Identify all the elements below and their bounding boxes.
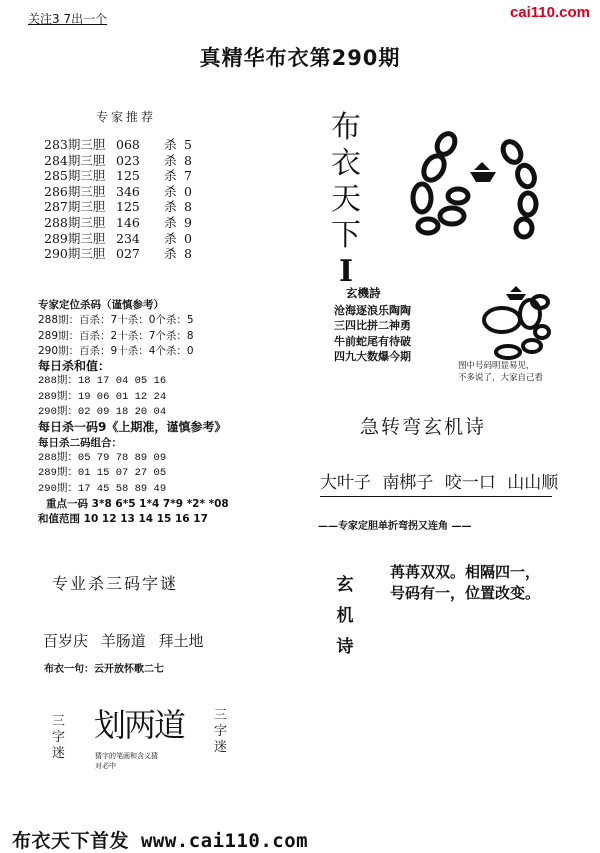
expert-period: 283期三胆 [44, 137, 106, 152]
big-riddle-hint [95, 751, 158, 771]
picture-note [458, 360, 543, 384]
vertical-title [328, 110, 364, 290]
label-char: 字 [214, 724, 228, 739]
expert-kill-label: 杀 [164, 214, 177, 230]
expert-kill-label: 杀 [164, 230, 177, 246]
two-code-kill-row: 288期：05 79 78 89 09 [38, 451, 167, 464]
expert-kill: 8 [184, 246, 192, 262]
one-code-kill-heading: 每日杀一码9《上期准，谨慎参考》 [38, 420, 227, 435]
label-char: 迷 [214, 740, 228, 755]
expert-nums: 068 [116, 137, 140, 152]
two-code-kill-row: 289期：01 15 07 27 05 [38, 467, 167, 480]
three-char-label-right [214, 708, 228, 756]
vertical-title-char: 天 [331, 182, 361, 217]
picture-note-line: 不多说了，大家自己看 [458, 373, 544, 383]
label-char: 三 [52, 714, 66, 729]
expert-period: 288期三胆 [44, 214, 106, 230]
three-char-label-left [52, 714, 66, 762]
key-one-code: 重点一码 3*8 6*5 1*4 7*9 *2* *08 [46, 497, 229, 510]
expert-kill-label: 杀 [164, 183, 177, 199]
sum-range: 和值范围 10 12 13 14 15 16 17 [38, 513, 208, 526]
expert-nums: 234 [116, 230, 140, 246]
poem-lines [334, 303, 411, 365]
expert-row [44, 231, 192, 247]
expert-kill: 5 [184, 137, 192, 152]
expert-row [44, 168, 192, 184]
expert-kill-label: 杀 [164, 199, 177, 215]
sum-kill-row: 289期：19 06 01 12 24 [38, 390, 167, 403]
hint-line: 猜字的笔画和含义猜 [95, 752, 158, 760]
position-kill-row: 290期：百杀：9十杀：4个杀：0 [38, 344, 194, 357]
poem-line: 沧海逐浪乐陶陶 [334, 304, 411, 317]
vertical-title-char: I [338, 254, 354, 289]
two-code-kill-heading: 每日杀二码组合： [38, 436, 122, 449]
expert-row [44, 137, 192, 153]
daily-kill-block [38, 298, 229, 527]
expert-row [44, 199, 192, 215]
expert-kill: 0 [184, 230, 192, 246]
footer-banner: 布衣天下首发 www.cai110.com [12, 830, 309, 852]
expert-kill: 0 [184, 183, 192, 199]
expert-nums: 146 [116, 214, 140, 230]
expert-nums: 027 [116, 246, 140, 262]
label-char: 字 [52, 730, 66, 745]
expert-period: 289期三胆 [44, 230, 106, 246]
chain-number-picture [474, 284, 570, 370]
expert-section-title: 专家推荐 [96, 110, 157, 124]
expert-period: 285期三胆 [44, 168, 106, 184]
xuanji-poem [390, 562, 540, 604]
focus-note: 关注3 7出一个 [28, 12, 108, 26]
kill3-words: 百岁庆 羊肠道 拜土地 [43, 632, 204, 650]
poem-line: 牛前蛇尾有待破 [334, 334, 411, 348]
riddle-underline [320, 496, 552, 497]
vertical-title-char: 下 [331, 218, 361, 253]
expert-period: 286期三胆 [44, 183, 106, 199]
expert-kill: 9 [184, 214, 192, 230]
expert-nums: 125 [116, 199, 140, 215]
position-kill-row: 288期：百杀：7十杀：0个杀：5 [38, 314, 194, 327]
expert-nums: 346 [116, 183, 140, 199]
two-code-kill-row: 290期：17 45 58 89 49 [38, 482, 167, 495]
site-logo[interactable]: cai110.com [509, 4, 590, 21]
expert-dash-line: ——专家定胆单折弯拐又连角 —— [318, 521, 472, 532]
expert-row [44, 246, 192, 262]
xuanji-char: 机 [336, 606, 354, 626]
sum-kill-heading: 每日杀和值： [38, 359, 111, 374]
expert-period: 287期三胆 [44, 199, 106, 215]
picture-note-line: 图中号码明显易见， [458, 361, 535, 371]
expert-kill-label: 杀 [164, 152, 177, 168]
xuanji-vertical-label [334, 570, 356, 663]
xuanji-char: 诗 [336, 637, 354, 657]
poem-title: 玄機詩 [346, 286, 381, 300]
expert-kill-label: 杀 [164, 246, 177, 262]
riddle-title: 急转弯玄机诗 [360, 416, 487, 438]
expert-kill: 8 [184, 152, 192, 168]
expert-nums: 023 [116, 152, 140, 168]
expert-row [44, 184, 192, 200]
xuanji-line: 苒苒双双。相隔四一， [390, 563, 541, 581]
position-kill-row: 289期：百杀：2十杀：7个杀：8 [38, 329, 194, 342]
kill3-title: 专业杀三码字谜 [52, 574, 179, 593]
label-char: 三 [214, 708, 228, 723]
chain-ingot-picture [404, 130, 544, 240]
expert-nums: 125 [116, 168, 140, 184]
expert-period: 284期三胆 [44, 152, 106, 168]
vertical-title-char: 布 [331, 110, 361, 145]
expert-kill-label: 杀 [164, 137, 177, 152]
xuanji-char: 玄 [336, 575, 354, 595]
xuanji-line: 号码有一，位置改变。 [390, 584, 541, 602]
vertical-title-char: 衣 [331, 146, 361, 181]
riddle-words: 大叶子 南梆子 咬一口 山山顺 [320, 473, 559, 493]
expert-kill: 8 [184, 199, 192, 215]
hint-line: 对必中 [95, 762, 116, 770]
poem-line: 四九大数爆今期 [334, 350, 411, 364]
kill3-hint: 布衣一句：云开放怀歌二七 [44, 664, 164, 675]
sum-kill-row: 290期：02 09 18 20 04 [38, 406, 167, 419]
expert-kill: 7 [184, 168, 192, 184]
big-riddle: 划两道 [94, 706, 185, 744]
expert-kill-label: 杀 [164, 168, 177, 184]
position-kill-heading: 专家定位杀码（谨慎参考） [38, 299, 164, 311]
expert-row [44, 215, 192, 231]
sum-kill-row: 288期：18 17 04 05 16 [38, 375, 167, 388]
poem-line: 三四比拼二神勇 [334, 319, 411, 333]
expert-period: 290期三胆 [44, 246, 106, 262]
label-char: 迷 [52, 746, 66, 761]
expert-row [44, 153, 192, 169]
expert-list [44, 137, 192, 262]
page-title: 真精华布衣第290期 [199, 46, 401, 70]
